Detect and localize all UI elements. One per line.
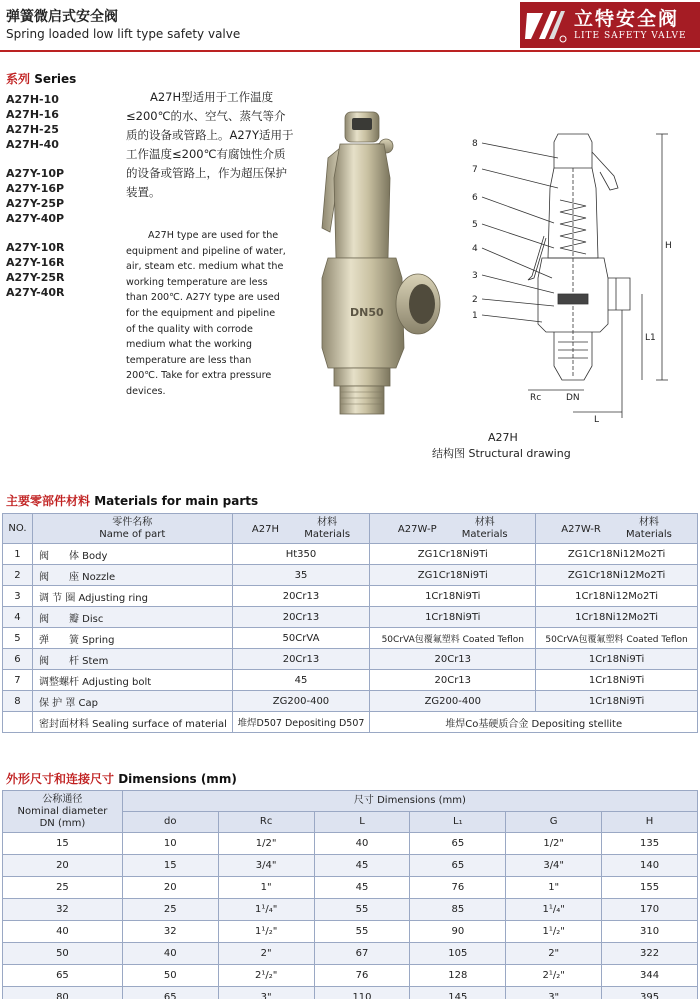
cell-part: 调整螺杆 Adjusting bolt	[32, 670, 232, 691]
cell-no: 6	[3, 649, 33, 670]
col-mat-cn: 材料	[474, 516, 495, 528]
cell-a27h: Ht350	[232, 544, 370, 565]
cell-no: 3	[3, 586, 33, 607]
valve-photo	[300, 108, 450, 418]
series-item: A27H-16	[6, 108, 59, 121]
callout-7: 7	[472, 165, 478, 175]
table-row	[3, 670, 698, 691]
dim-dn: DN	[566, 393, 580, 403]
cell-rc: 2"	[218, 943, 314, 965]
dimensions-table	[2, 790, 698, 999]
cell-g: 2"	[506, 943, 602, 965]
cell-l1: 145	[410, 987, 506, 999]
callout-3: 3	[472, 271, 478, 281]
cell-do: 25	[122, 899, 218, 921]
cell-dn: 32	[3, 899, 123, 921]
cell-sealing-others: 堆焊Co基硬质合金 Depositing stellite	[370, 712, 698, 733]
cell-dn: 25	[3, 877, 123, 899]
materials-heading-cn: 主要零部件材料	[6, 494, 91, 508]
cell-a27wr: 1Cr18Ni12Mo2Ti	[536, 607, 698, 628]
col-a27wr	[536, 514, 698, 544]
table-row	[3, 628, 698, 649]
cell-rc: 1/2"	[218, 833, 314, 855]
cell-rc: 1"	[218, 877, 314, 899]
cell-a27wr: 1Cr18Ni9Ti	[536, 649, 698, 670]
cell-h: 170	[602, 899, 698, 921]
col-part	[32, 514, 232, 544]
materials-heading	[6, 492, 258, 509]
cell-no: 7	[3, 670, 33, 691]
cell-g: 2¹/₂"	[506, 965, 602, 987]
cell-g: 1/2"	[506, 833, 602, 855]
cell-l: 76	[314, 965, 410, 987]
series-item: A27Y-40P	[6, 212, 65, 225]
series-group	[6, 92, 65, 152]
series-group	[6, 240, 65, 300]
cell-l1: 85	[410, 899, 506, 921]
col-mat-cn: 材料	[638, 516, 659, 528]
cell-a27h: 45	[232, 670, 370, 691]
callout-1: 1	[472, 311, 478, 321]
cell-do: 20	[122, 877, 218, 899]
col-model: A27W-R	[561, 523, 601, 535]
page-title-en: Spring loaded low lift type safety valve	[6, 27, 241, 41]
series-heading	[6, 70, 76, 87]
cell-h: 322	[602, 943, 698, 965]
dimensions-heading-cn: 外形尺寸和连接尺寸	[6, 772, 115, 786]
cell-no: 8	[3, 691, 33, 712]
cell-dn: 20	[3, 855, 123, 877]
col-g: G	[506, 812, 602, 833]
cell-l: 40	[314, 833, 410, 855]
col-dimensions-group: 尺寸 Dimensions (mm)	[122, 791, 697, 812]
cell-h: 395	[602, 987, 698, 999]
col-do: do	[122, 812, 218, 833]
materials-table	[2, 513, 698, 733]
brand-name-en: LITE SAFETY VALVE	[574, 31, 687, 41]
series-heading-cn: 系列	[6, 72, 31, 86]
series-group	[6, 166, 65, 226]
cell-a27wr: 1Cr18Ni12Mo2Ti	[536, 586, 698, 607]
col-a27wp	[370, 514, 536, 544]
col-model: A27W-P	[397, 523, 437, 535]
brand-name-cn: 立特安全阀	[574, 8, 680, 30]
dim-h: H	[665, 241, 672, 251]
cell-h: 344	[602, 965, 698, 987]
cell-do: 15	[122, 855, 218, 877]
photo-marking: DN50	[350, 306, 384, 319]
series-item: A27H-10	[6, 93, 59, 106]
cell-part: 调 节 圈 Adjusting ring	[32, 586, 232, 607]
col-dn	[3, 791, 123, 833]
series-item: A27Y-10R	[6, 241, 65, 254]
col-part-en: Name of part	[99, 528, 166, 540]
col-dn-en: Nominal diameter	[17, 805, 108, 817]
cell-no: 4	[3, 607, 33, 628]
col-mat-cn: 材料	[317, 516, 338, 528]
cell-no: 5	[3, 628, 33, 649]
callout-2: 2	[472, 295, 478, 305]
table-row	[3, 544, 698, 565]
table-row	[3, 965, 698, 987]
cell-h: 140	[602, 855, 698, 877]
cell-do: 32	[122, 921, 218, 943]
series-item: A27H-40	[6, 138, 59, 151]
cell-dn: 40	[3, 921, 123, 943]
brand-banner	[520, 2, 700, 48]
dimensions-header-row	[3, 791, 698, 812]
cell-rc: 1¹/₄"	[218, 899, 314, 921]
col-l1: L₁	[410, 812, 506, 833]
table-row	[3, 607, 698, 628]
cell-l: 67	[314, 943, 410, 965]
page-title-cn: 弹簧微启式安全阀	[6, 9, 118, 25]
cell-no	[3, 712, 33, 733]
description-en: A27H type are used for the equipment and pipeline of water, air, steam etc. medium what the working temperature are less than 200℃. A27Y type are used for the equipment and pipeline of the quality with corrode medium what the working temperature are less than 200℃. Take for extra pressure devices.	[126, 230, 286, 397]
col-part-cn: 零件名称	[112, 516, 153, 528]
cell-a27h: 堆焊D507 Depositing D507	[232, 712, 370, 733]
table-row	[3, 899, 698, 921]
cell-a27wr: ZG1Cr18Ni12Mo2Ti	[536, 544, 698, 565]
cell-a27wp: ZG200-400	[370, 691, 536, 712]
col-model: A27H	[251, 523, 280, 535]
table-row	[3, 833, 698, 855]
cell-a27h: ZG200-400	[232, 691, 370, 712]
cell-do: 50	[122, 965, 218, 987]
cell-no: 1	[3, 544, 33, 565]
table-row	[3, 855, 698, 877]
cell-rc: 3/4"	[218, 855, 314, 877]
cell-do: 40	[122, 943, 218, 965]
cell-h: 135	[602, 833, 698, 855]
cell-part: 阀 座 Nozzle	[32, 565, 232, 586]
cell-dn: 50	[3, 943, 123, 965]
cell-dn: 65	[3, 965, 123, 987]
cell-a27h: 20Cr13	[232, 586, 370, 607]
col-dn-cn: 公称通径	[42, 793, 83, 805]
callout-4: 4	[472, 244, 478, 254]
col-mat-en: Materials	[461, 528, 508, 540]
cell-no: 2	[3, 565, 33, 586]
drawing-caption-text: 结构图 Structural drawing	[432, 447, 571, 460]
dim-rc: Rc	[530, 393, 542, 403]
cell-a27wp: 50CrVA包覆氟塑料 Coated Teflon	[370, 628, 536, 649]
cell-part: 阀 瓣 Disc	[32, 607, 232, 628]
col-h: H	[602, 812, 698, 833]
callout-5: 5	[472, 220, 478, 230]
table-row	[3, 987, 698, 999]
drawing-model: A27H	[488, 431, 518, 444]
cell-h: 310	[602, 921, 698, 943]
cell-l: 45	[314, 855, 410, 877]
cell-a27wp: ZG1Cr18Ni9Ti	[370, 565, 536, 586]
col-mat-en: Materials	[626, 528, 672, 540]
cell-h: 155	[602, 877, 698, 899]
cell-g: 1¹/₄"	[506, 899, 602, 921]
brand-logo-icon	[520, 2, 570, 48]
cell-a27wp: 1Cr18Ni9Ti	[370, 586, 536, 607]
cell-l1: 76	[410, 877, 506, 899]
dimensions-heading	[6, 770, 237, 787]
series-item: A27H-25	[6, 123, 59, 136]
cell-do: 65	[122, 987, 218, 999]
callout-6: 6	[472, 193, 478, 203]
series-item: A27Y-10P	[6, 167, 65, 180]
cell-g: 1¹/₂"	[506, 921, 602, 943]
cell-l1: 105	[410, 943, 506, 965]
cell-l: 55	[314, 921, 410, 943]
materials-heading-en: Materials for main parts	[94, 494, 259, 508]
cell-l: 55	[314, 899, 410, 921]
description-cn: A27H型适用于工作温度≤200℃的水、空气、蒸气等介质的设备或管路上。A27Y适用于工作温度≤200℃有腐蚀性介质的设备或管路上，作为超压保护装置。	[126, 90, 294, 199]
col-mat-en: Materials	[304, 528, 351, 540]
cell-l1: 128	[410, 965, 506, 987]
table-row	[3, 691, 698, 712]
cell-a27wp: 20Cr13	[370, 670, 536, 691]
table-row	[3, 565, 698, 586]
col-rc: Rc	[218, 812, 314, 833]
table-row	[3, 586, 698, 607]
series-item: A27Y-40R	[6, 286, 65, 299]
structural-drawing	[462, 128, 694, 428]
series-item: A27Y-25P	[6, 197, 65, 210]
cell-part: 阀 体 Body	[32, 544, 232, 565]
cell-do: 10	[122, 833, 218, 855]
cell-g: 1"	[506, 877, 602, 899]
cell-dn: 15	[3, 833, 123, 855]
cell-part: 密封面材料 Sealing surface of material	[32, 712, 232, 733]
cell-l1: 90	[410, 921, 506, 943]
cell-part: 阀 杆 Stem	[32, 649, 232, 670]
cell-a27wr: ZG1Cr18Ni12Mo2Ti	[536, 565, 698, 586]
cell-a27wr: 50CrVA包覆氟塑料 Coated Teflon	[536, 628, 698, 649]
series-item: A27Y-16R	[6, 256, 65, 269]
col-dn-unit: DN (mm)	[39, 817, 86, 829]
dimensions-heading-en: Dimensions (mm)	[118, 772, 237, 786]
cell-dn: 80	[3, 987, 123, 999]
cell-a27h: 20Cr13	[232, 649, 370, 670]
cell-a27wr: 1Cr18Ni9Ti	[536, 670, 698, 691]
cell-a27wr: 1Cr18Ni9Ti	[536, 691, 698, 712]
series-heading-en: Series	[34, 72, 77, 86]
cell-g: 3"	[506, 987, 602, 999]
cell-a27wp: ZG1Cr18Ni9Ti	[370, 544, 536, 565]
cell-l1: 65	[410, 833, 506, 855]
cell-part: 保 护 罩 Cap	[32, 691, 232, 712]
cell-l: 45	[314, 877, 410, 899]
col-no: NO.	[3, 514, 33, 544]
col-a27h	[232, 514, 370, 544]
cell-a27wp: 20Cr13	[370, 649, 536, 670]
header-rule	[0, 50, 700, 52]
cell-rc: 2¹/₂"	[218, 965, 314, 987]
cell-a27h: 35	[232, 565, 370, 586]
cell-a27wp: 1Cr18Ni9Ti	[370, 607, 536, 628]
col-l: L	[314, 812, 410, 833]
callout-8: 8	[472, 139, 478, 149]
cell-l1: 65	[410, 855, 506, 877]
series-item: A27Y-25R	[6, 271, 65, 284]
table-row	[3, 712, 698, 733]
cell-rc: 3"	[218, 987, 314, 999]
cell-part: 弹 簧 Spring	[32, 628, 232, 649]
cell-l: 110	[314, 987, 410, 999]
table-row	[3, 649, 698, 670]
series-item: A27Y-16P	[6, 182, 65, 195]
cell-g: 3/4"	[506, 855, 602, 877]
materials-header-row	[3, 514, 698, 544]
dim-l1: L1	[645, 333, 656, 343]
dim-l: L	[594, 415, 600, 425]
cell-rc: 1¹/₂"	[218, 921, 314, 943]
cell-a27h: 50CrVA	[232, 628, 370, 649]
series-list	[6, 92, 65, 314]
table-row	[3, 877, 698, 899]
table-row	[3, 943, 698, 965]
drawing-caption	[432, 430, 592, 462]
cell-a27h: 20Cr13	[232, 607, 370, 628]
table-row	[3, 921, 698, 943]
